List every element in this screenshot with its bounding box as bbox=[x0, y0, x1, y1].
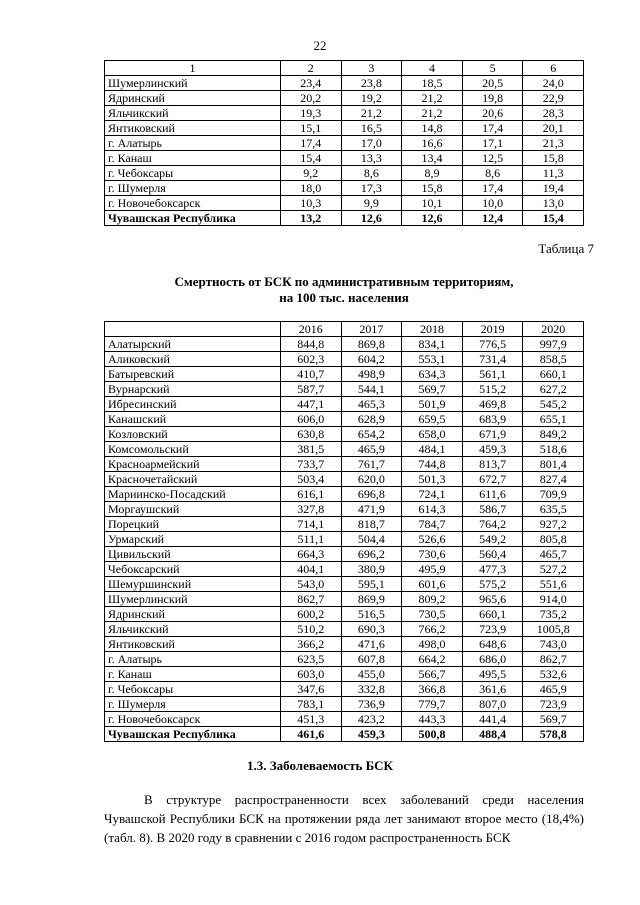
table-row bbox=[105, 382, 584, 397]
territory-name: Красночетайский bbox=[105, 472, 281, 487]
value-cell: 601,6 bbox=[402, 577, 463, 592]
value-cell: 12,5 bbox=[462, 151, 523, 166]
value-cell: 783,1 bbox=[281, 697, 342, 712]
value-cell: 801,4 bbox=[523, 457, 584, 472]
table-row bbox=[105, 577, 584, 592]
value-cell: 834,1 bbox=[402, 337, 463, 352]
value-cell: 543,0 bbox=[281, 577, 342, 592]
territory-name: Шемуршинский bbox=[105, 577, 281, 592]
territory-name: г. Новочебоксарск bbox=[105, 712, 281, 727]
value-cell: 544,1 bbox=[341, 382, 402, 397]
value-cell: 671,9 bbox=[462, 427, 523, 442]
value-cell: 484,1 bbox=[402, 442, 463, 457]
value-cell: 603,0 bbox=[281, 667, 342, 682]
value-cell: 501,3 bbox=[402, 472, 463, 487]
header-cell: 2017 bbox=[341, 322, 402, 337]
value-cell: 15,8 bbox=[402, 181, 463, 196]
value-cell: 15,4 bbox=[523, 211, 584, 226]
value-cell: 733,7 bbox=[281, 457, 342, 472]
value-cell: 730,5 bbox=[402, 607, 463, 622]
territory-name: Батыревский bbox=[105, 367, 281, 382]
territory-name: Шумерлинский bbox=[105, 76, 281, 91]
value-cell: 327,8 bbox=[281, 502, 342, 517]
value-cell: 628,9 bbox=[341, 412, 402, 427]
value-cell: 18,0 bbox=[281, 181, 342, 196]
table-title-line-2: на 100 тыс. населения bbox=[279, 290, 409, 305]
value-cell: 586,7 bbox=[462, 502, 523, 517]
value-cell: 724,1 bbox=[402, 487, 463, 502]
value-cell: 518,6 bbox=[523, 442, 584, 457]
value-cell: 858,5 bbox=[523, 352, 584, 367]
value-cell: 658,0 bbox=[402, 427, 463, 442]
value-cell: 366,8 bbox=[402, 682, 463, 697]
value-cell: 690,3 bbox=[341, 622, 402, 637]
value-cell: 927,2 bbox=[523, 517, 584, 532]
value-cell: 21,2 bbox=[341, 106, 402, 121]
value-cell: 13,4 bbox=[402, 151, 463, 166]
value-cell: 21,2 bbox=[402, 106, 463, 121]
value-cell: 730,6 bbox=[402, 547, 463, 562]
value-cell: 578,8 bbox=[523, 727, 584, 742]
value-cell: 361,6 bbox=[462, 682, 523, 697]
table-row bbox=[105, 397, 584, 412]
value-cell: 862,7 bbox=[523, 652, 584, 667]
value-cell: 648,6 bbox=[462, 637, 523, 652]
value-cell: 766,2 bbox=[402, 622, 463, 637]
value-cell: 503,4 bbox=[281, 472, 342, 487]
value-cell: 664,2 bbox=[402, 652, 463, 667]
value-cell: 807,0 bbox=[462, 697, 523, 712]
value-cell: 15,4 bbox=[281, 151, 342, 166]
value-cell: 471,9 bbox=[341, 502, 402, 517]
value-cell: 683,9 bbox=[462, 412, 523, 427]
table-row bbox=[105, 76, 584, 91]
value-cell: 627,2 bbox=[523, 382, 584, 397]
value-cell: 22,9 bbox=[523, 91, 584, 106]
value-cell: 13,0 bbox=[523, 196, 584, 211]
value-cell: 914,0 bbox=[523, 592, 584, 607]
value-cell: 532,6 bbox=[523, 667, 584, 682]
territory-name: Козловский bbox=[105, 427, 281, 442]
table-row bbox=[105, 136, 584, 151]
territory-name: Ядринский bbox=[105, 91, 281, 106]
table-row bbox=[105, 517, 584, 532]
value-cell: 20,1 bbox=[523, 121, 584, 136]
value-cell: 731,4 bbox=[462, 352, 523, 367]
territory-name: г. Канаш bbox=[105, 151, 281, 166]
value-cell: 553,1 bbox=[402, 352, 463, 367]
value-cell: 696,8 bbox=[341, 487, 402, 502]
territory-name: Вурнарский bbox=[105, 382, 281, 397]
table-row bbox=[105, 367, 584, 382]
table-row bbox=[105, 697, 584, 712]
value-cell: 20,5 bbox=[462, 76, 523, 91]
value-cell: 9,2 bbox=[281, 166, 342, 181]
header-cell bbox=[105, 322, 281, 337]
value-cell: 381,5 bbox=[281, 442, 342, 457]
value-cell: 595,1 bbox=[341, 577, 402, 592]
value-cell: 459,3 bbox=[462, 442, 523, 457]
value-cell: 869,8 bbox=[341, 337, 402, 352]
value-cell: 779,7 bbox=[402, 697, 463, 712]
table-row bbox=[105, 637, 584, 652]
table-row bbox=[105, 592, 584, 607]
value-cell: 24,0 bbox=[523, 76, 584, 91]
value-cell: 504,4 bbox=[341, 532, 402, 547]
table-row bbox=[105, 121, 584, 136]
table-row bbox=[105, 181, 584, 196]
territory-name: г. Алатырь bbox=[105, 652, 281, 667]
value-cell: 501,9 bbox=[402, 397, 463, 412]
value-cell: 744,8 bbox=[402, 457, 463, 472]
value-cell: 28,3 bbox=[523, 106, 584, 121]
value-cell: 614,3 bbox=[402, 502, 463, 517]
table-header-row bbox=[105, 322, 584, 337]
value-cell: 516,5 bbox=[341, 607, 402, 622]
value-cell: 735,2 bbox=[523, 607, 584, 622]
value-cell: 495,5 bbox=[462, 667, 523, 682]
table-row bbox=[105, 352, 584, 367]
value-cell: 510,2 bbox=[281, 622, 342, 637]
value-cell: 809,2 bbox=[402, 592, 463, 607]
table-row bbox=[105, 622, 584, 637]
table-row bbox=[105, 166, 584, 181]
table-header-row bbox=[105, 61, 584, 76]
value-cell: 12,4 bbox=[462, 211, 523, 226]
value-cell: 714,1 bbox=[281, 517, 342, 532]
value-cell: 366,2 bbox=[281, 637, 342, 652]
value-cell: 410,7 bbox=[281, 367, 342, 382]
value-cell: 19,4 bbox=[523, 181, 584, 196]
territory-name: Комсомольский bbox=[105, 442, 281, 457]
value-cell: 616,1 bbox=[281, 487, 342, 502]
value-cell: 560,4 bbox=[462, 547, 523, 562]
value-cell: 17,4 bbox=[462, 121, 523, 136]
value-cell: 545,2 bbox=[523, 397, 584, 412]
value-cell: 20,6 bbox=[462, 106, 523, 121]
table-row bbox=[105, 337, 584, 352]
table-row bbox=[105, 712, 584, 727]
value-cell: 465,9 bbox=[341, 442, 402, 457]
value-cell: 461,6 bbox=[281, 727, 342, 742]
value-cell: 696,2 bbox=[341, 547, 402, 562]
value-cell: 15,8 bbox=[523, 151, 584, 166]
value-cell: 332,8 bbox=[341, 682, 402, 697]
value-cell: 672,7 bbox=[462, 472, 523, 487]
value-cell: 16,5 bbox=[341, 121, 402, 136]
value-cell: 18,5 bbox=[402, 76, 463, 91]
territory-name: г. Новочебоксарск bbox=[105, 196, 281, 211]
value-cell: 495,9 bbox=[402, 562, 463, 577]
territory-name: г. Алатырь bbox=[105, 136, 281, 151]
table-row bbox=[105, 106, 584, 121]
value-cell: 776,5 bbox=[462, 337, 523, 352]
table-title bbox=[104, 274, 584, 306]
territory-name: г. Шумерля bbox=[105, 181, 281, 196]
value-cell: 634,3 bbox=[402, 367, 463, 382]
value-cell: 1005,8 bbox=[523, 622, 584, 637]
territory-name: г. Канаш bbox=[105, 667, 281, 682]
value-cell: 997,9 bbox=[523, 337, 584, 352]
value-cell: 10,3 bbox=[281, 196, 342, 211]
value-cell: 10,1 bbox=[402, 196, 463, 211]
value-cell: 818,7 bbox=[341, 517, 402, 532]
value-cell: 19,8 bbox=[462, 91, 523, 106]
value-cell: 611,6 bbox=[462, 487, 523, 502]
table-row bbox=[105, 682, 584, 697]
value-cell: 849,2 bbox=[523, 427, 584, 442]
value-cell: 465,3 bbox=[341, 397, 402, 412]
value-cell: 587,7 bbox=[281, 382, 342, 397]
value-cell: 761,7 bbox=[341, 457, 402, 472]
value-cell: 14,8 bbox=[402, 121, 463, 136]
header-cell: 2016 bbox=[281, 322, 342, 337]
value-cell: 623,5 bbox=[281, 652, 342, 667]
territory-name: Чувашская Республика bbox=[105, 727, 281, 742]
value-cell: 17,4 bbox=[462, 181, 523, 196]
value-cell: 498,0 bbox=[402, 637, 463, 652]
territory-name: г. Чебоксары bbox=[105, 682, 281, 697]
value-cell: 844,8 bbox=[281, 337, 342, 352]
value-cell: 17,4 bbox=[281, 136, 342, 151]
value-cell: 19,2 bbox=[341, 91, 402, 106]
table-row bbox=[105, 502, 584, 517]
value-cell: 12,6 bbox=[341, 211, 402, 226]
value-cell: 347,6 bbox=[281, 682, 342, 697]
territory-name: Чувашская Республика bbox=[105, 211, 281, 226]
table-caption: Таблица 7 bbox=[538, 241, 594, 256]
header-cell: 2018 bbox=[402, 322, 463, 337]
value-cell: 19,3 bbox=[281, 106, 342, 121]
value-cell: 447,1 bbox=[281, 397, 342, 412]
header-cell: 2020 bbox=[523, 322, 584, 337]
territory-name: Красноармейский bbox=[105, 457, 281, 472]
territory-name: Яльчикский bbox=[105, 106, 281, 121]
table-row bbox=[105, 562, 584, 577]
value-cell: 784,7 bbox=[402, 517, 463, 532]
value-cell: 827,4 bbox=[523, 472, 584, 487]
value-cell: 515,2 bbox=[462, 382, 523, 397]
value-cell: 17,1 bbox=[462, 136, 523, 151]
value-cell: 869,9 bbox=[341, 592, 402, 607]
value-cell: 8,6 bbox=[341, 166, 402, 181]
header-cell: 4 bbox=[402, 61, 463, 76]
header-cell: 1 bbox=[105, 61, 281, 76]
value-cell: 549,2 bbox=[462, 532, 523, 547]
table-row bbox=[105, 196, 584, 211]
value-cell: 471,6 bbox=[341, 637, 402, 652]
header-cell: 2 bbox=[281, 61, 342, 76]
table-row bbox=[105, 427, 584, 442]
value-cell: 654,2 bbox=[341, 427, 402, 442]
table-row bbox=[105, 472, 584, 487]
value-cell: 13,3 bbox=[341, 151, 402, 166]
value-cell: 620,0 bbox=[341, 472, 402, 487]
territory-name: Янтиковский bbox=[105, 637, 281, 652]
table-title-line-1: Смертность от БСК по административным территориям, bbox=[174, 274, 514, 289]
section-title: 1.3. Заболеваемость БСК bbox=[247, 758, 393, 773]
body-paragraph: В структуре распространенности всех заболеваний среди населения Чувашской Республики БСК на протяжении ряда лет занимают второе место (18,4%) (табл. 8). В 2020 году в сравнении с 2016 годом распространенность БСК bbox=[104, 792, 584, 845]
value-cell: 16,6 bbox=[402, 136, 463, 151]
territory-name: Цивильский bbox=[105, 547, 281, 562]
page-number: 22 bbox=[313, 38, 327, 53]
territory-name: г. Чебоксары bbox=[105, 166, 281, 181]
value-cell: 551,6 bbox=[523, 577, 584, 592]
value-cell: 11,3 bbox=[523, 166, 584, 181]
value-cell: 813,7 bbox=[462, 457, 523, 472]
territory-name: Ибресинский bbox=[105, 397, 281, 412]
value-cell: 500,8 bbox=[402, 727, 463, 742]
value-cell: 659,5 bbox=[402, 412, 463, 427]
value-cell: 511,1 bbox=[281, 532, 342, 547]
value-cell: 404,1 bbox=[281, 562, 342, 577]
value-cell: 569,7 bbox=[402, 382, 463, 397]
value-cell: 736,9 bbox=[341, 697, 402, 712]
territory-name: Шумерлинский bbox=[105, 592, 281, 607]
table-row bbox=[105, 532, 584, 547]
value-cell: 764,2 bbox=[462, 517, 523, 532]
territory-name: Чебоксарский bbox=[105, 562, 281, 577]
table-row bbox=[105, 412, 584, 427]
value-cell: 664,3 bbox=[281, 547, 342, 562]
table-row bbox=[105, 442, 584, 457]
value-cell: 13,2 bbox=[281, 211, 342, 226]
territory-name: Ядринский bbox=[105, 607, 281, 622]
value-cell: 600,2 bbox=[281, 607, 342, 622]
table-row bbox=[105, 667, 584, 682]
header-cell: 2019 bbox=[462, 322, 523, 337]
value-cell: 20,2 bbox=[281, 91, 342, 106]
table-continued bbox=[104, 60, 584, 226]
table-total-row bbox=[105, 211, 584, 226]
value-cell: 569,7 bbox=[523, 712, 584, 727]
value-cell: 455,0 bbox=[341, 667, 402, 682]
value-cell: 465,7 bbox=[523, 547, 584, 562]
table-row bbox=[105, 151, 584, 166]
table-row bbox=[105, 652, 584, 667]
territory-name: Моргаушский bbox=[105, 502, 281, 517]
table-total-row bbox=[105, 727, 584, 742]
territory-name: Порецкий bbox=[105, 517, 281, 532]
value-cell: 12,6 bbox=[402, 211, 463, 226]
value-cell: 965,6 bbox=[462, 592, 523, 607]
territory-name: Канашский bbox=[105, 412, 281, 427]
table-row bbox=[105, 487, 584, 502]
value-cell: 566,7 bbox=[402, 667, 463, 682]
value-cell: 526,6 bbox=[402, 532, 463, 547]
value-cell: 21,2 bbox=[402, 91, 463, 106]
value-cell: 469,8 bbox=[462, 397, 523, 412]
value-cell: 862,7 bbox=[281, 592, 342, 607]
value-cell: 10,0 bbox=[462, 196, 523, 211]
value-cell: 660,1 bbox=[523, 367, 584, 382]
value-cell: 423,2 bbox=[341, 712, 402, 727]
value-cell: 451,3 bbox=[281, 712, 342, 727]
value-cell: 723,9 bbox=[523, 697, 584, 712]
header-cell: 6 bbox=[523, 61, 584, 76]
value-cell: 602,3 bbox=[281, 352, 342, 367]
table-row bbox=[105, 91, 584, 106]
value-cell: 655,1 bbox=[523, 412, 584, 427]
header-cell: 3 bbox=[341, 61, 402, 76]
mortality-table bbox=[104, 321, 584, 742]
value-cell: 709,9 bbox=[523, 487, 584, 502]
value-cell: 561,1 bbox=[462, 367, 523, 382]
value-cell: 660,1 bbox=[462, 607, 523, 622]
value-cell: 15,1 bbox=[281, 121, 342, 136]
header-cell: 5 bbox=[462, 61, 523, 76]
territory-name: Аликовский bbox=[105, 352, 281, 367]
value-cell: 805,8 bbox=[523, 532, 584, 547]
value-cell: 686,0 bbox=[462, 652, 523, 667]
value-cell: 17,0 bbox=[341, 136, 402, 151]
value-cell: 459,3 bbox=[341, 727, 402, 742]
value-cell: 23,8 bbox=[341, 76, 402, 91]
value-cell: 630,8 bbox=[281, 427, 342, 442]
table-row bbox=[105, 607, 584, 622]
value-cell: 527,2 bbox=[523, 562, 584, 577]
territory-name: Урмарский bbox=[105, 532, 281, 547]
table-row bbox=[105, 457, 584, 472]
value-cell: 8,6 bbox=[462, 166, 523, 181]
value-cell: 380,9 bbox=[341, 562, 402, 577]
value-cell: 21,3 bbox=[523, 136, 584, 151]
table-row bbox=[105, 547, 584, 562]
value-cell: 477,3 bbox=[462, 562, 523, 577]
value-cell: 9,9 bbox=[341, 196, 402, 211]
territory-name: Яльчикский bbox=[105, 622, 281, 637]
value-cell: 443,3 bbox=[402, 712, 463, 727]
value-cell: 23,4 bbox=[281, 76, 342, 91]
territory-name: Алатырский bbox=[105, 337, 281, 352]
value-cell: 488,4 bbox=[462, 727, 523, 742]
territory-name: г. Шумерля bbox=[105, 697, 281, 712]
value-cell: 604,2 bbox=[341, 352, 402, 367]
value-cell: 17,3 bbox=[341, 181, 402, 196]
value-cell: 743,0 bbox=[523, 637, 584, 652]
territory-name: Янтиковский bbox=[105, 121, 281, 136]
value-cell: 441,4 bbox=[462, 712, 523, 727]
value-cell: 498,9 bbox=[341, 367, 402, 382]
value-cell: 635,5 bbox=[523, 502, 584, 517]
value-cell: 575,2 bbox=[462, 577, 523, 592]
value-cell: 465,9 bbox=[523, 682, 584, 697]
value-cell: 723,9 bbox=[462, 622, 523, 637]
territory-name: Мариинско-Посадский bbox=[105, 487, 281, 502]
value-cell: 606,0 bbox=[281, 412, 342, 427]
value-cell: 607,8 bbox=[341, 652, 402, 667]
value-cell: 8,9 bbox=[402, 166, 463, 181]
